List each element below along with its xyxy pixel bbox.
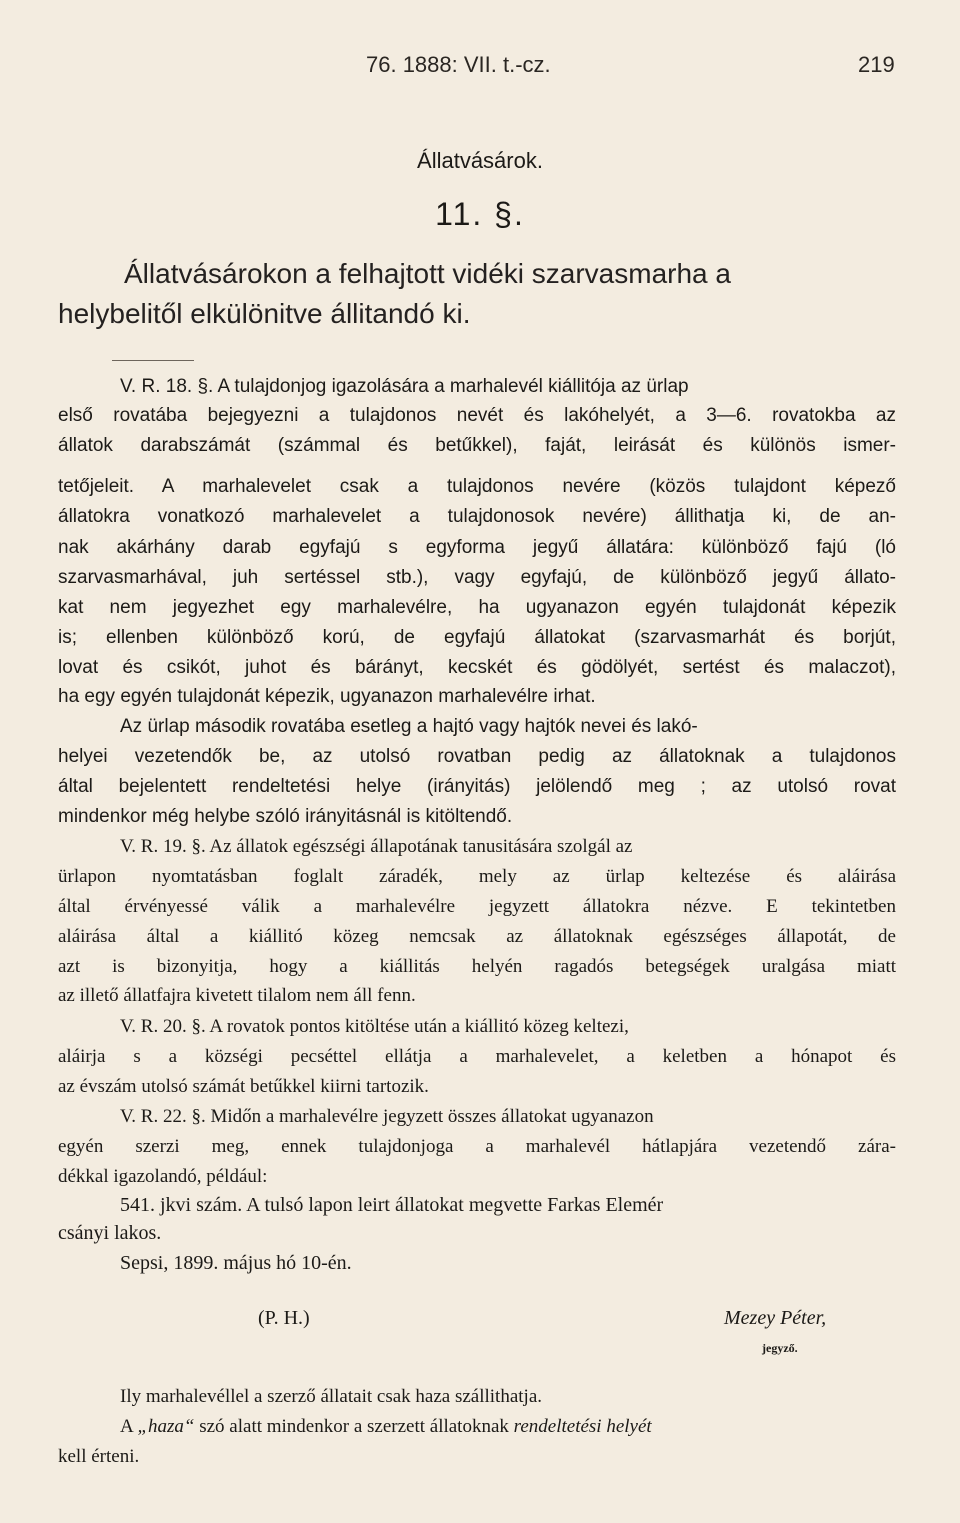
- body-line: az illető állatfajra kivetett tilalom nem áll fenn.: [58, 985, 416, 1006]
- emphasis-haza: „haza“: [137, 1416, 195, 1437]
- heading-line-1: Állatvásárokon a felhajtott vidéki szarvasmarha a: [124, 258, 731, 289]
- closing-line-3: kell érteni.: [58, 1446, 140, 1467]
- emphasis-rendeltetesi-helyet: rendeltetési helyét: [513, 1416, 652, 1437]
- body-line: ürlapon nyomtatásban foglalt záradék, mely az ürlap keltezése és aláirása: [58, 866, 896, 887]
- body-line: kat nem jegyezhet egy marhalevélre, ha ugyanazon egyén tulajdonát képezik: [58, 597, 896, 618]
- separator-rule: [112, 360, 194, 361]
- body-line: mindenkor még helybe szóló irányitásnál is kitöltendő.: [58, 806, 513, 827]
- body-line: által érvényessé válik a marhalevélre jegyzett állatokra nézve. E tekintetben: [58, 896, 896, 917]
- paragraph-number: 11. §.: [435, 196, 525, 232]
- body-line: dékkal igazolandó, például:: [58, 1166, 268, 1187]
- signature-name: Mezey Péter,: [724, 1307, 827, 1329]
- body-line: aláirja s a községi pecséttel ellátja a marhalevelet, a keletben a hónapot és: [58, 1046, 896, 1067]
- body-line: az évszám utolsó számát betűkkel kiirni tartozik.: [58, 1076, 429, 1097]
- body-line: V. R. 18. §. A tulajdonjog igazolására a marhalevél kiállitója az ürlap: [120, 376, 689, 397]
- body-line: lovat és csikót, juhot és bárányt, kecskét és gödölyét, sertést és malaczot),: [58, 657, 896, 678]
- page-number: 219: [858, 52, 895, 77]
- section-title: Állatvásárok.: [417, 148, 543, 173]
- closing-line-2: [120, 1416, 896, 1438]
- body-line: V. R. 22. §. Midőn a marhalevélre jegyzett összes állatokat ugyanazon: [120, 1106, 654, 1127]
- body-line: 541. jkvi szám. A tulsó lapon leirt állatokat megvette Farkas Elemér: [120, 1194, 664, 1216]
- body-line: állatok darabszámát (számmal és betűkkel), faját, leirását és különös ismer-: [58, 435, 896, 456]
- body-line: V. R. 20. §. A rovatok pontos kitöltése után a kiállitó közeg keltezi,: [120, 1016, 629, 1037]
- body-line: által bejelentett rendeltetési helye (irányitás) jelölendő meg ; az utolsó rovat: [58, 776, 896, 797]
- body-line: tetőjeleit. A marhalevelet csak a tulajdonos nevére (közös tulajdont képező: [58, 476, 896, 497]
- body-line: első rovatába bejegyezni a tulajdonos nevét és lakóhelyét, a 3—6. rovatokba az: [58, 405, 896, 426]
- body-line: szarvasmarhával, juh sertéssel stb.), vagy egyfajú, de különböző jegyű állato-: [58, 567, 896, 588]
- body-line: egyén szerzi meg, ennek tulajdonjoga a marhalevél hátlapjára vezetendő zára-: [58, 1136, 896, 1157]
- body-line: nak akárhány darab egyfajú s egyforma jegyű állatára: különböző fajú (ló: [58, 537, 896, 558]
- signature-title: jegyző.: [762, 1341, 798, 1355]
- body-line: állatokra vonatkozó marhalevelet a tulajdonosok nevére) állithatja ki, de an-: [58, 506, 896, 527]
- body-line: V. R. 19. §. Az állatok egészségi állapotának tanusitására szolgál az: [120, 836, 633, 857]
- body-line: csányi lakos.: [58, 1222, 162, 1244]
- body-line: Az ürlap második rovatába esetleg a hajtó vagy hajtók nevei és lakó-: [120, 716, 698, 737]
- body-line: azt is bizonyitja, hogy a kiállitás helyén ragadós betegségek uralgása miatt: [58, 956, 896, 977]
- stamp-placeholder: (P. H.): [258, 1307, 310, 1329]
- date-line: Sepsi, 1899. május hó 10-én.: [120, 1252, 352, 1274]
- body-line: is; ellenben különböző korú, de egyfajú állatokat (szarvasmarhát és borjút,: [58, 627, 896, 648]
- heading-line-2: helybelitől elkülönitve állitandó ki.: [58, 298, 471, 329]
- body-line: ha egy egyén tulajdonát képezik, ugyanazon marhalevélre irhat.: [58, 686, 596, 707]
- body-line: helyei vezetendők be, az utolsó rovatban pedig az állatoknak a tulajdonos: [58, 746, 896, 767]
- closing-line-1: Ily marhalevéllel a szerző állatait csak haza szállithatja.: [120, 1386, 542, 1407]
- closing-text: A: [120, 1416, 138, 1437]
- closing-text: szó alatt mindenkor a szerzett állatoknak: [194, 1416, 514, 1437]
- body-line: aláirása által a kiállitó közeg nemcsak az állatoknak egészséges állapotát, de: [58, 926, 896, 947]
- running-head: 76. 1888: VII. t.-cz.: [366, 52, 551, 77]
